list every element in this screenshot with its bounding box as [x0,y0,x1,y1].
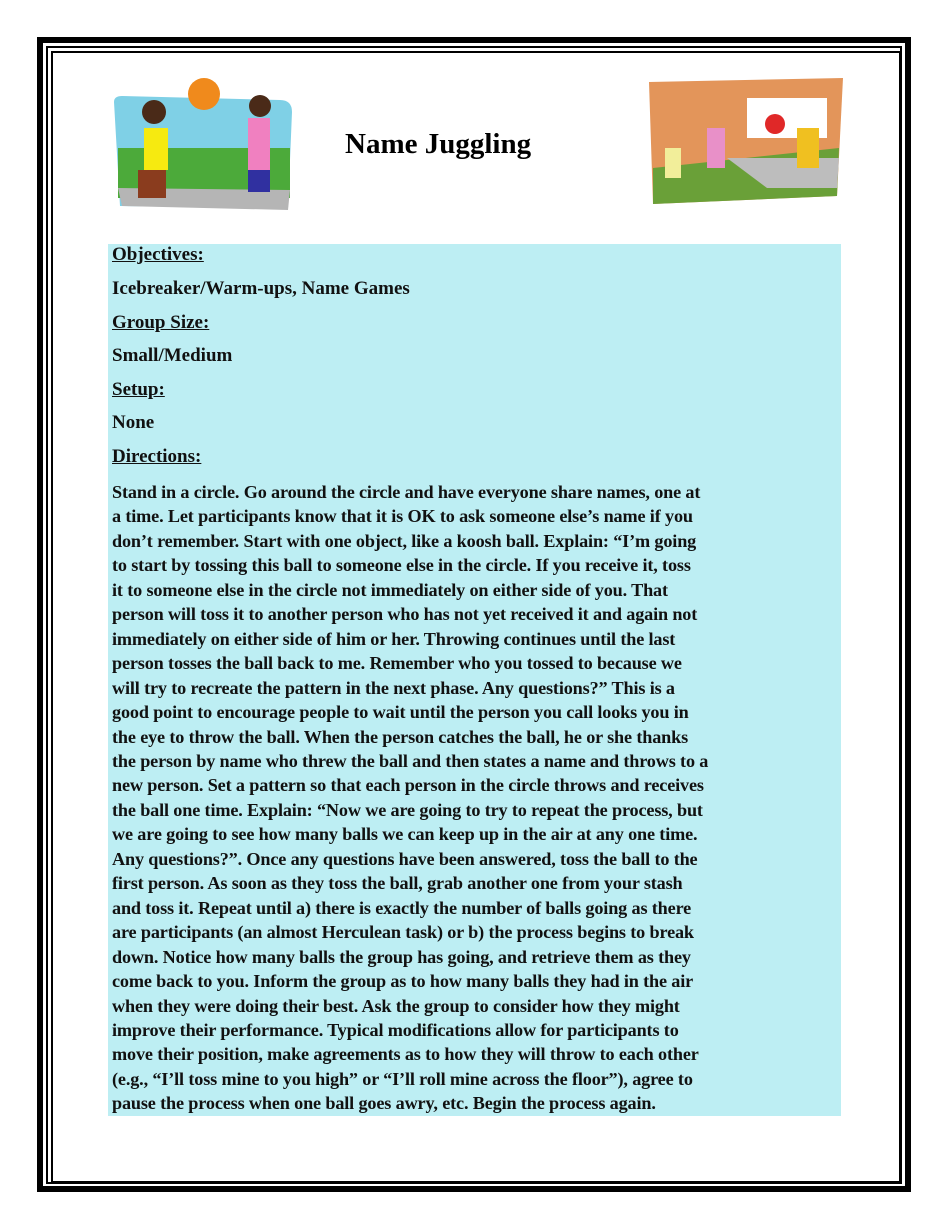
directions-line: first person. As soon as they toss the ball, grab another one from your stash [112,873,683,894]
directions-line: the person by name who threw the ball and then states a name and throws to a [112,750,709,771]
directions-line: to start by tossing this ball to someone else in the circle. If you receive it, toss [112,555,691,576]
objectives-label: Objectives: [112,244,204,265]
directions-line: come back to you. Inform the group as to how many balls they had in the air [112,971,694,992]
kids-playing-ball-clipart-left [110,78,295,214]
directions-line: and toss it. Repeat until a) there is exactly the number of balls going as there [112,897,692,918]
directions-line: new person. Set a pattern so that each person in the circle throws and receives [112,775,704,796]
directions-line: (e.g., “I’ll toss mine to you high” or “I’ll roll mine across the floor”), agree to [112,1068,693,1089]
directions-line: down. Notice how many balls the group has going, and retrieve them as they [112,946,691,967]
group-size-label: Group Size: [112,312,210,333]
directions-line: improve their performance. Typical modifications allow for participants to [112,1019,679,1040]
directions-line: good point to encourage people to wait until the person you call looks you in [112,702,689,723]
setup-value: None [112,412,155,433]
directions-line: the ball one time. Explain: “Now we are going to try to repeat the process, but [112,799,703,820]
directions-line: move their position, make agreements as to how they will throw to each other [112,1044,699,1065]
directions-line: a time. Let participants know that it is OK to ask someone else’s name if you [112,506,693,527]
directions-line: when they were doing their best. Ask the group to consider how they might [112,995,680,1016]
directions-line: it to someone else in the circle not immediately on either side of you. That [112,579,668,600]
directions-line: the eye to throw the ball. When the person catches the ball, he or she thanks [112,726,689,747]
directions-line: don’t remember. Start with one object, like a koosh ball. Explain: “I’m going [112,530,697,551]
directions-line: immediately on either side of him or her. Throwing continues until the last [112,628,676,649]
group-size-value: Small/Medium [112,345,233,366]
directions-line: pause the process when one ball goes awry, etc. Begin the process again. [112,1093,656,1114]
directions-line: Stand in a circle. Go around the circle and have everyone share names, one at [112,482,701,502]
setup-label: Setup: [112,379,165,400]
directions-line: person tosses the ball back to me. Remember who you tossed to because we [112,653,682,674]
objectives-value: Icebreaker/Warm-ups, Name Games [112,278,410,299]
directions-label: Directions: [112,446,202,467]
directions-text [112,480,708,1116]
directions-line: will try to recreate the pattern in the next phase. Any questions?” This is a [112,677,675,698]
page-title: Name Juggling [345,128,532,160]
directions-line: are participants (an almost Herculean task) or b) the process begins to break [112,922,694,943]
directions-line: we are going to see how many balls we can keep up in the air at any one time. [112,824,698,845]
directions-line: Any questions?”. Once any questions have been answered, toss the ball to the [112,848,698,869]
kids-playing-school-clipart-right [647,78,845,206]
directions-line: person will toss it to another person who has not yet received it and again not [112,604,698,625]
